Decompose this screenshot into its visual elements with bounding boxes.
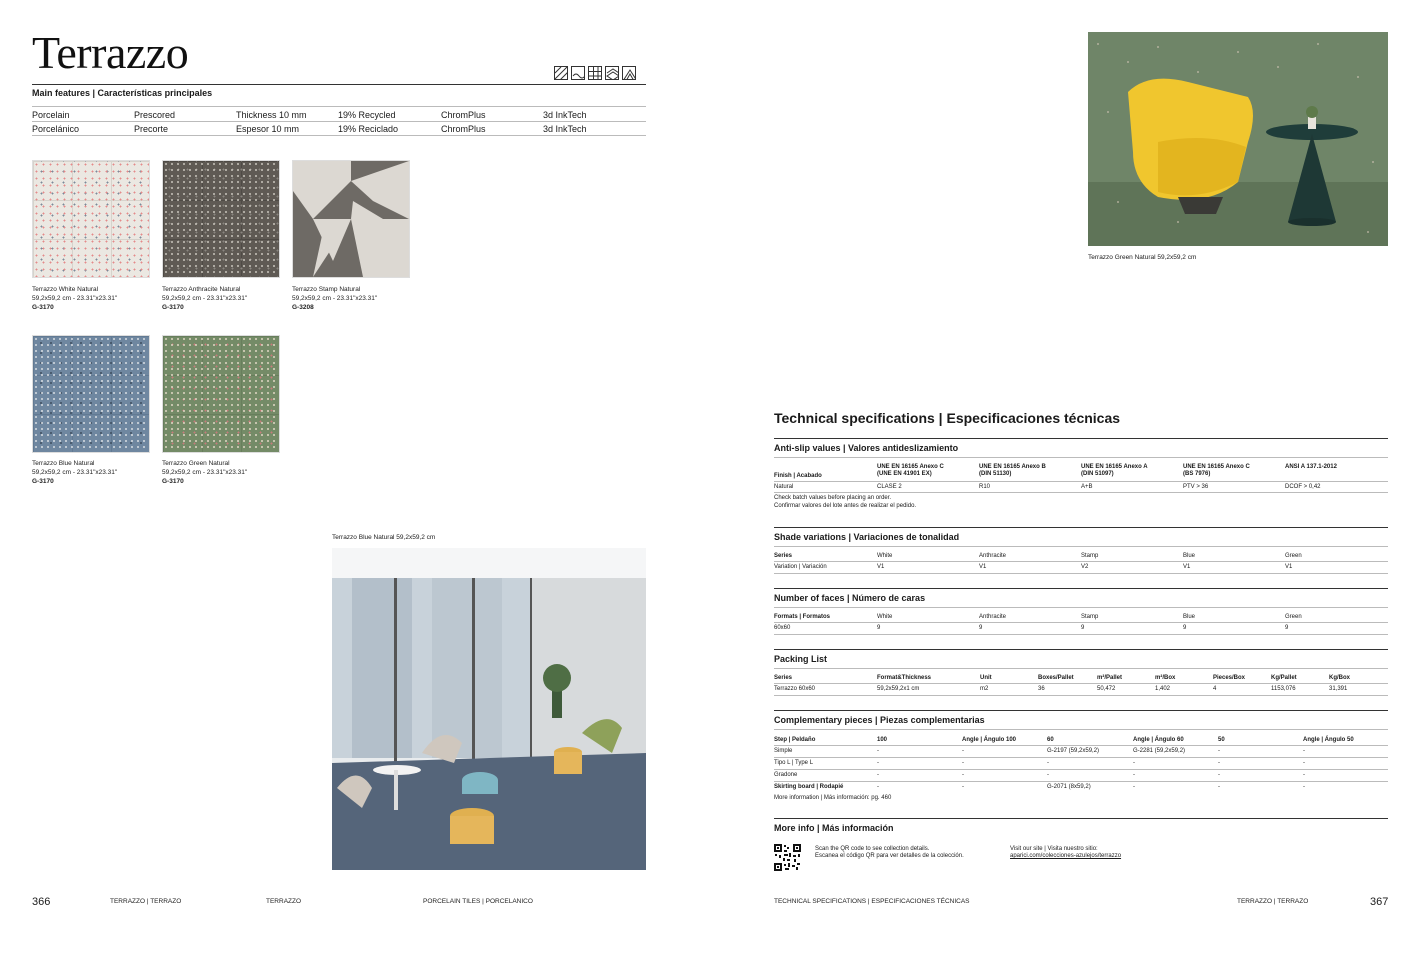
comp-cell: - (1303, 772, 1305, 778)
faces-col-header: Anthracite (979, 614, 1007, 620)
comp-cell: Skirting board | Rodapié (774, 784, 844, 790)
comp-cell: - (962, 772, 964, 778)
faces-col-header: Green (1285, 614, 1302, 620)
comp-more-info: More information | Más información: pg. 460 (774, 795, 892, 801)
packing-cell: 36 (1038, 686, 1045, 692)
feature-label: 19% Recycled (338, 110, 396, 120)
tile-size: 59,2x59,2 cm - 23.31"x23.31" (162, 469, 248, 476)
faces-cell: 60x60 (774, 625, 791, 631)
comp-cell: G-2197 (59,2x59,2) (1047, 748, 1100, 754)
packing-cell: Terrazzo 60x60 (774, 686, 816, 692)
tile-code: G-3170 (162, 478, 184, 485)
comp-cell: - (962, 760, 964, 766)
packing-col-header: m²/Box (1155, 675, 1176, 681)
comp-cell: - (877, 784, 879, 790)
feature-label: Porcelain (32, 110, 70, 120)
comp-cell: - (1218, 772, 1220, 778)
grid-icon (588, 66, 602, 80)
packing-col-header: Format&Thickness (877, 675, 932, 681)
antislip-col-header: ANSI A 137.1-2012 (1285, 464, 1337, 470)
faces-cell: 9 (1285, 625, 1289, 631)
comp-col-header: 50 (1218, 737, 1225, 743)
page-title: Terrazzo (32, 27, 189, 78)
tile-code: G-3170 (32, 478, 54, 485)
comp-cell: - (1218, 784, 1220, 790)
moreinfo-heading: More info | Más información (774, 823, 894, 833)
antislip-cell: A+B (1081, 484, 1093, 490)
comp-col-header: Step | Peldaño (774, 737, 816, 743)
shade-cell: Variation | Variación (774, 564, 827, 570)
shade-cell: V1 (979, 564, 987, 570)
faces-col-header: White (877, 614, 893, 620)
feature-label: ChromPlus (441, 124, 486, 134)
shade-cell: V2 (1081, 564, 1089, 570)
antislip-heading: Anti-slip values | Valores antideslizamiento (774, 443, 959, 453)
feature-label: 3d InkTech (543, 110, 587, 120)
slip-resistance-icon (554, 66, 568, 80)
wave-icon (571, 66, 585, 80)
comp-cell: G-2281 (59,2x59,2) (1133, 748, 1186, 754)
antislip-col-header: UNE EN 16165 Anexo C (BS 7976) (1183, 464, 1250, 477)
faces-col-header: Stamp (1081, 614, 1099, 620)
antislip-cell: PTV > 36 (1183, 484, 1209, 490)
packing-col-header: Boxes/Pallet (1038, 675, 1074, 681)
shade-col-header: Stamp (1081, 553, 1099, 559)
antislip-col-header: Finish | Acabado (774, 473, 822, 479)
chair-photo-caption: Terrazzo Green Natural 59,2x59,2 cm (1088, 254, 1197, 261)
comp-cell: - (1133, 760, 1135, 766)
tile-size: 59,2x59,2 cm - 23.31"x23.31" (32, 295, 118, 302)
footer-label: TERRAZZO | TERRAZO (110, 898, 182, 905)
comp-cell: - (877, 760, 879, 766)
collection-link[interactable]: aparici.com/colecciones-azulejos/terrazzo (1010, 853, 1122, 859)
footer-label: PORCELAIN TILES | PORCELANICO (423, 898, 533, 905)
tile-name: Terrazzo White Natural (32, 286, 99, 293)
antislip-cell: Natural (774, 484, 794, 490)
comp-cell: - (1218, 760, 1220, 766)
comp-col-header: Angle | Ángulo 60 (1133, 737, 1184, 743)
packing-cell: 50,472 (1097, 686, 1116, 692)
comp-cell: - (962, 748, 964, 754)
packing-cell: 1,402 (1155, 686, 1171, 692)
shade-col-header: Green (1285, 553, 1302, 559)
comp-cell: - (1047, 760, 1049, 766)
faces-cell: 9 (979, 625, 983, 631)
shade-cell: V1 (1285, 564, 1293, 570)
shade-cell: V1 (877, 564, 885, 570)
tile-size: 59,2x59,2 cm - 23.31"x23.31" (32, 469, 118, 476)
comp-cell: Gradone (774, 772, 798, 778)
main-features-heading: Main features | Características principales (32, 88, 213, 98)
tile-name: Terrazzo Blue Natural (32, 460, 95, 467)
packing-col-header: Series (774, 675, 793, 681)
tile-code: G-3208 (292, 304, 314, 311)
faces-cell: 9 (877, 625, 881, 631)
shade-col-header: White (877, 553, 893, 559)
tile-name: Terrazzo Green Natural (162, 460, 230, 467)
comp-cell: - (1047, 772, 1049, 778)
feature-label: 3d InkTech (543, 124, 587, 134)
comp-col-header: 60 (1047, 737, 1054, 743)
room-photo-caption: Terrazzo Blue Natural 59,2x59,2 cm (332, 534, 436, 541)
shade-col-header: Blue (1183, 553, 1196, 559)
feature-icons (554, 66, 636, 80)
feature-label: 19% Reciclado (338, 124, 399, 134)
packing-col-header: Kg/Box (1329, 675, 1350, 681)
comp-cell: - (1218, 748, 1220, 754)
packing-heading: Packing List (774, 654, 828, 664)
tile-caption (162, 459, 292, 486)
tile-size: 59,2x59,2 cm - 23.31"x23.31" (162, 295, 248, 302)
tile-swatch-blue[interactable] (32, 335, 150, 453)
comp-cell: - (1133, 772, 1135, 778)
comp-cell: - (877, 772, 879, 778)
faces-cell: 9 (1081, 625, 1085, 631)
comp-cell: - (1303, 760, 1305, 766)
feature-label: ChromPlus (441, 110, 486, 120)
qr-code[interactable] (774, 844, 801, 871)
antislip-cell: CLASE 2 (877, 484, 902, 490)
feature-label: Porcelánico (32, 124, 80, 134)
feature-label: Thickness 10 mm (236, 110, 307, 120)
feature-label: Espesor 10 mm (236, 124, 300, 134)
comp-cell: - (1303, 784, 1305, 790)
packing-cell: 59,2x59,2x1 cm (877, 686, 920, 692)
tile-caption (292, 285, 422, 312)
page-number-right: 367 (1370, 896, 1389, 908)
packing-cell: m2 (980, 686, 989, 692)
visit-site-label: Visit our site | Visita nuestro sitio: (1010, 846, 1098, 852)
comp-col-header: Angle | Ángulo 50 (1303, 737, 1354, 743)
room-photo (332, 548, 646, 870)
shade-col-header: Anthracite (979, 553, 1007, 559)
tile-swatch-green[interactable] (162, 335, 280, 453)
tech-spec-heading: Technical specifications | Especificaciones técnicas (774, 410, 1121, 426)
comp-col-header: Angle | Ángulo 100 (962, 737, 1017, 743)
antislip-col-header: UNE EN 16165 Anexo B (DIN 51130) (979, 464, 1046, 477)
comp-cell: Tipo L | Type L (774, 760, 814, 766)
tile-caption (162, 285, 292, 312)
faces-col-header: Formats | Formatos (774, 614, 831, 620)
shade-cell: V1 (1183, 564, 1191, 570)
tile-caption (32, 459, 162, 486)
comp-cell: - (1133, 784, 1135, 790)
packing-col-header: Kg/Pallet (1271, 675, 1297, 681)
complementary-heading: Complementary pieces | Piezas complementarias (774, 715, 985, 725)
antislip-note: Confirmar valores del lote antes de realizar el pedido. (774, 503, 917, 509)
comp-cell: G-2071 (8x59,2) (1047, 784, 1091, 790)
shade-col-header: Series (774, 553, 793, 559)
chair-photo (1088, 32, 1388, 246)
comp-cell: - (877, 748, 879, 754)
packing-cell: 4 (1213, 686, 1217, 692)
packing-col-header: Unit (980, 675, 992, 681)
tile-swatch-stamp[interactable] (292, 160, 410, 278)
feature-label: Precorte (134, 124, 169, 134)
antislip-col-header: UNE EN 16165 Anexo C (UNE EN 41901 EX) (877, 464, 944, 477)
packing-cell: 1153,076 (1271, 686, 1296, 692)
packing-col-header: Pieces/Box (1213, 675, 1246, 681)
packing-col-header: m²/Pallet (1097, 675, 1123, 681)
faces-heading: Number of faces | Número de caras (774, 593, 926, 603)
pattern-icon (622, 66, 636, 80)
antislip-note: Check batch values before placing an order. (774, 495, 892, 501)
antislip-cell: DCOF > 0,42 (1285, 484, 1321, 490)
feature-label: Prescored (134, 110, 176, 120)
footer-label: TECHNICAL SPECIFICATIONS | ESPECIFICACIONES TÉCNICAS (774, 898, 970, 905)
tile-code: G-3170 (32, 304, 54, 311)
footer-label: TERRAZZO | TERRAZO (1237, 898, 1309, 905)
page-number-left: 366 (32, 896, 51, 908)
faces-cell: 9 (1183, 625, 1187, 631)
stack-icon (605, 66, 619, 80)
comp-cell: - (1303, 748, 1305, 754)
tile-name: Terrazzo Anthracite Natural (162, 286, 241, 293)
antislip-col-header: UNE EN 16165 Anexo A (DIN 51097) (1081, 464, 1148, 477)
faces-col-header: Blue (1183, 614, 1196, 620)
packing-cell: 31,391 (1329, 686, 1348, 692)
tile-swatch-white[interactable] (32, 160, 150, 278)
tile-caption (32, 285, 162, 312)
comp-cell: - (962, 784, 964, 790)
tile-size: 59,2x59,2 cm - 23.31"x23.31" (292, 295, 378, 302)
scan-qr-text-en: Scan the QR code to see collection details. (815, 846, 930, 852)
tile-code: G-3170 (162, 304, 184, 311)
comp-cell: Simple (774, 748, 793, 754)
antislip-cell: R10 (979, 484, 991, 490)
scan-qr-text-es: Escanea el código QR para ver detalles de la colección. (815, 853, 964, 859)
tile-name: Terrazzo Stamp Natural (292, 286, 361, 293)
footer-label: TERRAZZO (266, 898, 302, 905)
stamp-pattern (293, 161, 409, 277)
comp-col-header: 100 (877, 737, 888, 743)
tile-swatch-anthracite[interactable] (162, 160, 280, 278)
shade-heading: Shade variations | Variaciones de tonalidad (774, 532, 960, 542)
